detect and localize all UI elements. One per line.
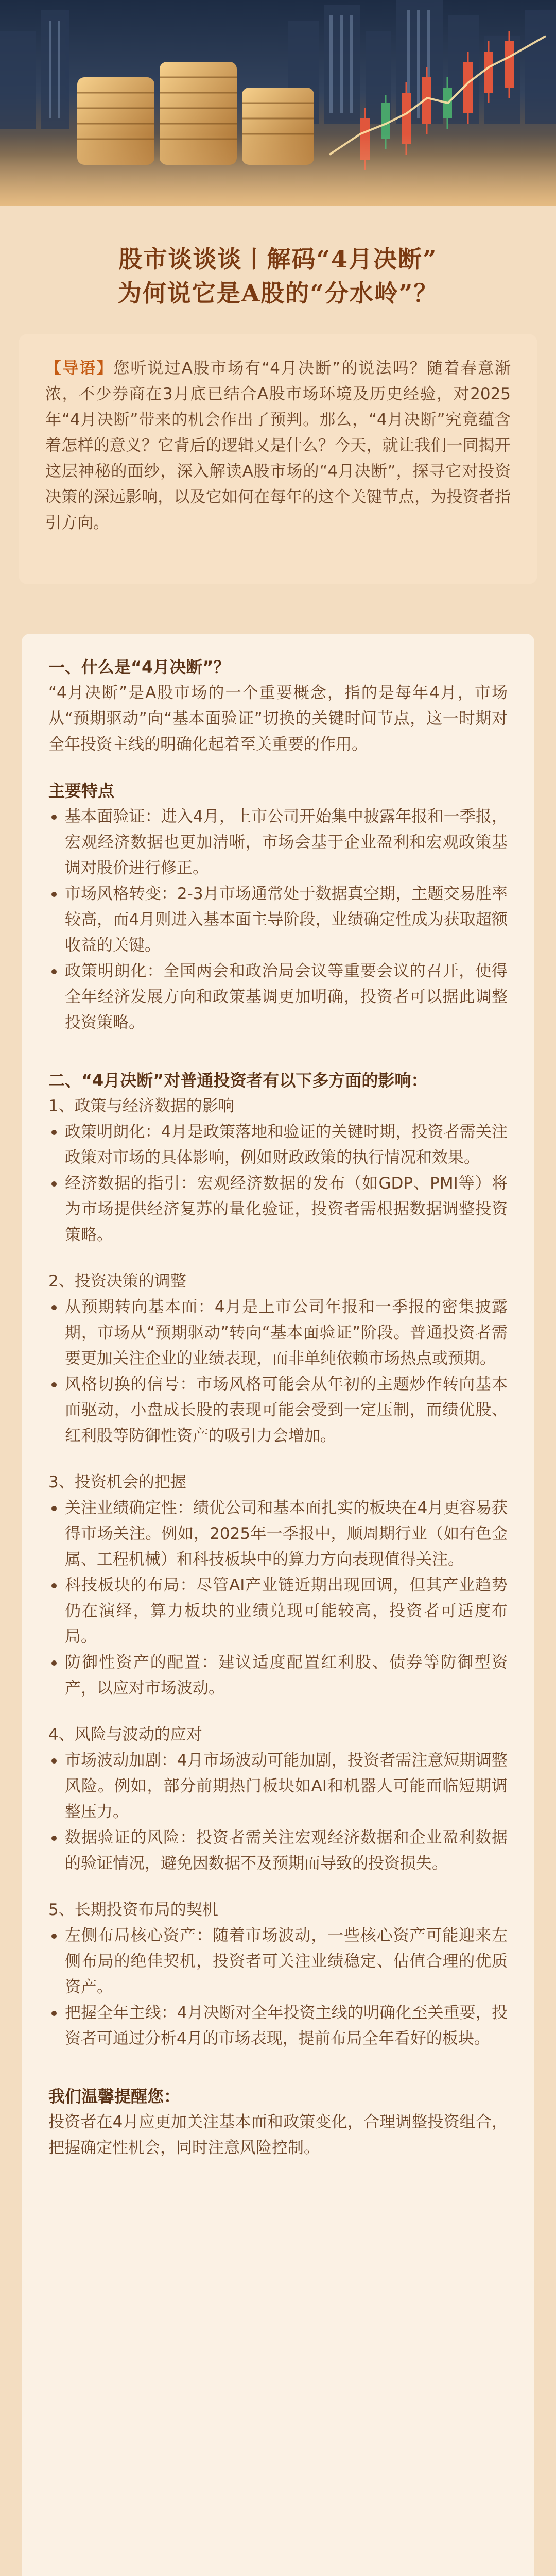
reminder-text: 投资者在4月应更加关注基本面和政策变化，合理调整投资组合，把握确定性机会，同时注意风险控制。 [48, 2113, 508, 2157]
intro-text: 您听说过A股市场有“4月决断”的说法吗？随着春意渐浓，不少券商在3月底已结合A股市场环境及历史经验，对2025年“4月决断”带来的机会作出了预判。那么，“4月决断”究竟蕴含着怎样的意义？它背后的逻辑又是什么？今天，就让我们一同揭开这层神秘的面纱，深入解读A股市场的“4月决断”，探寻它对投资决策的深远影响，以及它如何在每年的这个关键节点，为投资者指引方向。 [45, 359, 511, 532]
list-item: 市场风格转变：2-3月市场通常处于数据真空期，主题交易胜率较高，而4月则进入基本面主导阶段，业绩确定性成为获取超额收益的关键。 [48, 881, 508, 958]
group-title: 4、风险与波动的应对 [48, 1725, 202, 1744]
features-list [48, 804, 508, 1036]
group-title: 3、投资机会的把握 [48, 1473, 186, 1492]
intro-tag: 【导语】 [45, 359, 114, 378]
group-list [48, 1294, 508, 1449]
list-item: 数据验证的风险：投资者需关注宏观经济数据和企业盈利数据的验证情况，避免因数据不及预期而导致的投资损失。 [48, 1825, 508, 1876]
group-title: 1、政策与经济数据的影响 [48, 1097, 234, 1115]
list-item: 把握全年主线：4月决断对全年投资主线的明确化至关重要，投资者可通过分析4月的市场表现，提前布局全年看好的板块。 [48, 2000, 508, 2052]
list-item: 风格切换的信号：市场风格可能会从年初的主题炒作转向基本面驱动，小盘成长股的表现可能会受到一定压制，而绩优股、红利股等防御性资产的吸引力会增加。 [48, 1371, 508, 1449]
list-item: 防御性资产的配置：建议适度配置红利股、债券等防御型资产，以应对市场波动。 [48, 1650, 508, 1701]
features-heading: 主要特点 [48, 781, 115, 801]
group-list [48, 1748, 508, 1876]
content-card [22, 634, 534, 2576]
intro-panel [19, 334, 537, 584]
list-item: 从预期转向基本面：4月是上市公司年报和一季报的密集披露期，市场从“预期驱动”转向“基本面验证”阶段。普通投资者需要更加关注企业的业绩表现，而非单纯依赖市场热点或预期。 [48, 1294, 508, 1371]
section1-paragraph: “4月决断”是A股市场的一个重要概念，指的是每年4月，市场从“预期驱动”向“基本面验证”切换的关键时间节点，这一时期对全年投资主线的明确化起着至关重要的作用。 [48, 684, 508, 754]
section2-heading: 二、“4月决断”对普通投资者有以下多方面的影响： [48, 1071, 428, 1090]
stock-market-illustration [0, 0, 556, 206]
section1-heading: 一、什么是“4月决断”？ [48, 657, 230, 677]
group-list [48, 1495, 508, 1701]
list-item: 左侧布局核心资产：随着市场波动，一些核心资产可能迎来左侧布局的绝佳契机，投资者可关注业绩稳定、估值合理的优质资产。 [48, 1923, 508, 2000]
list-item: 经济数据的指引：宏观经济数据的发布（如GDP、PMI等）将为市场提供经济复苏的量化验证，投资者需根据数据调整投资策略。 [48, 1171, 508, 1248]
title-line-2: 为何说它是A股的“分水岭”？ [117, 279, 439, 307]
list-item: 市场波动加剧：4月市场波动可能加剧，投资者需注意短期调整风险。例如，部分前期热门板块如AI和机器人可能面临短期调整压力。 [48, 1748, 508, 1825]
group-list [48, 1923, 508, 2052]
article-title [0, 242, 556, 310]
reminder-heading: 我们温馨提醒您： [48, 2087, 181, 2106]
group-title: 2、投资决策的调整 [48, 1272, 186, 1291]
group-list [48, 1119, 508, 1248]
list-item: 政策明朗化：全国两会和政治局会议等重要会议的召开，使得全年经济发展方向和政策基调更加明确，投资者可以据此调整投资策略。 [48, 958, 508, 1036]
group-title: 5、长期投资布局的契机 [48, 1901, 218, 1919]
list-item: 关注业绩确定性：绩优公司和基本面扎实的板块在4月更容易获得市场关注。例如，2025年一季报中，顺周期行业（如有色金属、工程机械）和科技板块中的算力方向表现值得关注。 [48, 1495, 508, 1572]
title-line-1: 股市谈谈谈丨解码“4月决断” [118, 245, 438, 273]
hero-banner [0, 0, 556, 206]
list-item: 基本面验证：进入4月，上市公司开始集中披露年报和一季报，宏观经济数据也更加清晰，市场会基于企业盈利和宏观政策基调对股价进行修正。 [48, 804, 508, 881]
list-item: 政策明朗化：4月是政策落地和验证的关键时期，投资者需关注政策对市场的具体影响，例如财政政策的执行情况和效果。 [48, 1119, 508, 1171]
list-item: 科技板块的布局：尽管AI产业链近期出现回调，但其产业趋势仍在演绎，算力板块的业绩兑现可能较高，投资者可适度布局。 [48, 1572, 508, 1650]
